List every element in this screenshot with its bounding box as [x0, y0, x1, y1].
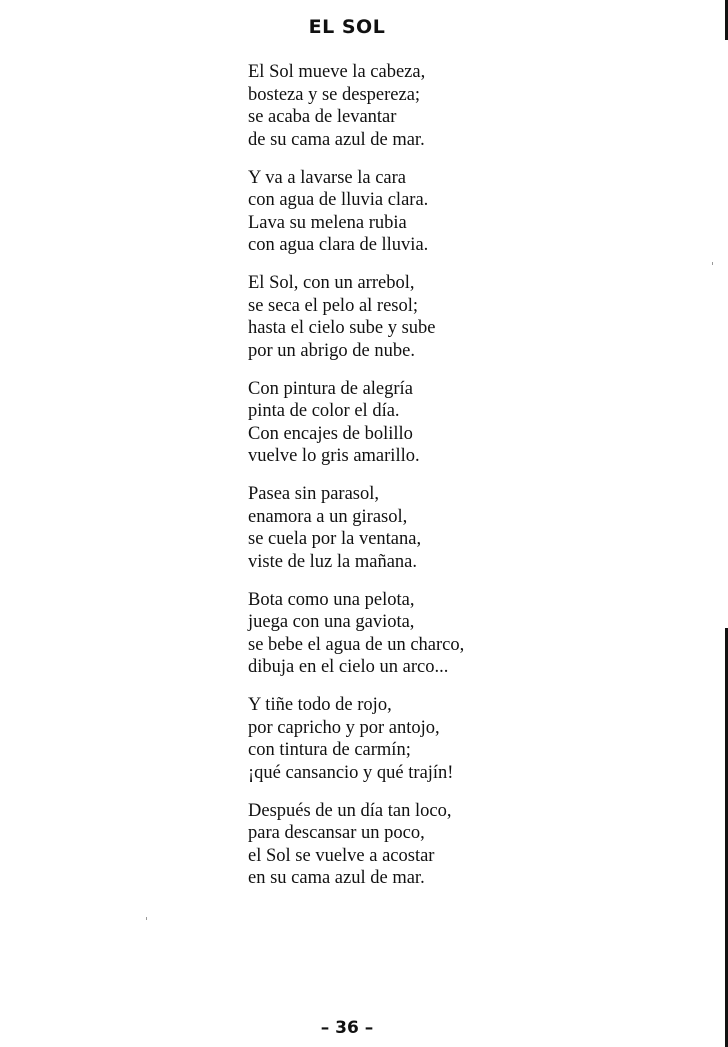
stanza — [248, 800, 548, 890]
poem-line: ¡qué cansancio y qué trajín! — [248, 762, 454, 783]
poem-line: con tintura de carmín; — [248, 740, 411, 760]
poem-line: se bebe el agua de un charco, — [248, 634, 465, 655]
poem-line: El Sol, con un arrebol, — [248, 273, 415, 293]
scan-speck — [712, 262, 713, 265]
poem-line: juega con una gaviota, — [248, 612, 415, 632]
poem-line: en su cama azul de mar. — [248, 868, 425, 888]
poem-line: enamora a un girasol, — [248, 506, 408, 527]
poem-line: hasta el cielo sube y sube — [248, 318, 436, 338]
stanza — [248, 167, 548, 257]
poem-line: pinta de color el día. — [248, 401, 400, 421]
poem-line: Después de un día tan loco, — [248, 800, 452, 821]
poem-title: EL SOL — [308, 16, 386, 38]
poem-body — [248, 61, 548, 905]
stanza — [248, 589, 548, 679]
poem-line: de su cama azul de mar. — [248, 129, 425, 150]
poem-line: viste de luz la mañana. — [248, 551, 418, 572]
poem-line: bosteza y se despereza; — [248, 84, 421, 105]
stanza — [248, 483, 548, 573]
stanza — [248, 272, 548, 362]
poem-line: Y va a lavarse la cara — [248, 167, 406, 188]
poem-line: se cuela por la ventana, — [248, 529, 422, 549]
poem-line: el Sol se vuelve a acostar — [248, 845, 435, 866]
poem-line: por un abrigo de nube. — [248, 340, 415, 361]
poem-line: Pasea sin parasol, — [248, 484, 380, 504]
poem-line: dibuja en el cielo un arco... — [248, 657, 449, 677]
poem-line: El Sol mueve la cabeza, — [248, 62, 426, 82]
poem-line: para descansar un poco, — [248, 823, 425, 843]
poem-line: Lava su melena rubia — [248, 212, 407, 233]
poem-line: con agua clara de lluvia. — [248, 235, 429, 255]
poem-line: se seca el pelo al resol; — [248, 295, 419, 316]
stanza — [248, 61, 548, 151]
poem-line: se acaba de levantar — [248, 107, 397, 127]
poem-line: Bota como una pelota, — [248, 589, 415, 610]
poem-line: con agua de lluvia clara. — [248, 190, 429, 210]
page-number: – 36 – — [320, 1018, 374, 1038]
poem-line: por capricho y por antojo, — [248, 717, 440, 738]
stanza — [248, 694, 548, 784]
poem-line: vuelve lo gris amarillo. — [248, 446, 420, 466]
scan-speck — [146, 917, 147, 920]
poem-line: Con encajes de bolillo — [248, 423, 413, 444]
stanza — [248, 378, 548, 468]
poem-line: Y tiñe todo de rojo, — [248, 695, 392, 715]
poem-line: Con pintura de alegría — [248, 378, 413, 399]
